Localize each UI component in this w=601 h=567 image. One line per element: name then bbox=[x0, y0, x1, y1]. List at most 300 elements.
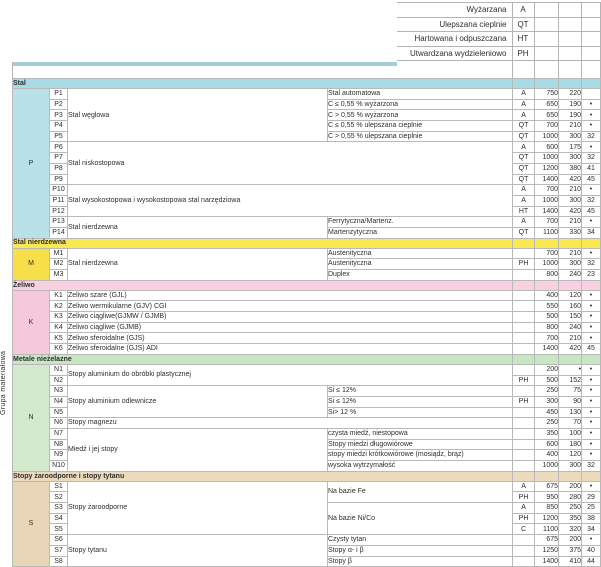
hardness-hrc-value: • bbox=[582, 450, 601, 461]
tensile-strength-value: 800 bbox=[535, 322, 559, 333]
material-code: P6 bbox=[50, 142, 68, 153]
section-band-cell bbox=[559, 79, 582, 89]
treatment-code bbox=[513, 535, 535, 546]
hardness-hrc-value: 38 bbox=[582, 513, 601, 524]
hardness-hb-value: 190 bbox=[559, 110, 582, 121]
tensile-strength-value: 1400 bbox=[535, 344, 559, 355]
tensile-strength-value: 1100 bbox=[535, 227, 559, 238]
hardness-hb-value: 120 bbox=[559, 290, 582, 301]
treatment-code: A bbox=[513, 503, 535, 514]
section-band-cell bbox=[513, 79, 535, 89]
section-band-label-K: Żeliwo bbox=[13, 280, 513, 290]
material-description: Żeliwo szare (GJL) bbox=[68, 290, 513, 301]
material-description: Stopy aluminium odlewnicze bbox=[68, 386, 328, 418]
hardness-hrc-value: • bbox=[582, 248, 601, 259]
legend-label: Ulepszana cieplnie bbox=[397, 17, 512, 32]
hardness-hb-value: 410 bbox=[559, 556, 582, 567]
table-top-strip bbox=[12, 62, 397, 66]
hardness-hb-value: 200 bbox=[559, 535, 582, 546]
hardness-hb-value: 180 bbox=[559, 439, 582, 450]
legend-code: A bbox=[512, 3, 534, 18]
legend-row bbox=[397, 3, 600, 18]
treatment-code: A bbox=[513, 89, 535, 100]
hardness-hb-value: 210 bbox=[559, 248, 582, 259]
material-code: P13 bbox=[50, 217, 68, 228]
treatment-code: QT bbox=[513, 131, 535, 142]
hardness-hb-value: 160 bbox=[559, 301, 582, 312]
material-subdescription: Stopy α- i β bbox=[328, 545, 513, 556]
hardness-hrc-value: 32 bbox=[582, 195, 601, 206]
legend-empty-cell bbox=[534, 17, 558, 32]
material-code: P12 bbox=[50, 206, 68, 217]
material-subdescription: Na bazie Fe bbox=[328, 481, 513, 502]
material-row-K5 bbox=[13, 333, 601, 344]
material-row-N6 bbox=[13, 418, 601, 429]
section-band-row-P bbox=[13, 79, 601, 89]
section-band-cell bbox=[535, 79, 559, 89]
material-subdescription: C ≤ 0,55 % wyżarzona bbox=[328, 99, 513, 110]
legend-code: QT bbox=[512, 17, 534, 32]
material-code: P9 bbox=[50, 174, 68, 185]
section-band-cell bbox=[582, 79, 601, 89]
treatment-code: QT bbox=[513, 121, 535, 132]
hardness-hrc-value: 40 bbox=[582, 545, 601, 556]
legend-empty-cell bbox=[558, 17, 581, 32]
tensile-strength-value: 700 bbox=[535, 248, 559, 259]
tensile-strength-value: 1400 bbox=[535, 206, 559, 217]
tensile-strength-value: 700 bbox=[535, 185, 559, 196]
hardness-hb-value: 350 bbox=[559, 513, 582, 524]
section-band-label-S: Stopy żaroodporne i stopy tytanu bbox=[13, 471, 513, 481]
legend-code: HT bbox=[512, 32, 534, 47]
legend-empty-cell bbox=[558, 3, 581, 18]
material-code: K6 bbox=[50, 344, 68, 355]
tensile-strength-value: 550 bbox=[535, 301, 559, 312]
treatment-code: QT bbox=[513, 227, 535, 238]
hardness-hb-value: 300 bbox=[559, 259, 582, 270]
treatment-code: A bbox=[513, 481, 535, 492]
hardness-hrc-value: • bbox=[582, 418, 601, 429]
heat-treatment-legend bbox=[397, 2, 601, 81]
hardness-hb-value: • bbox=[559, 364, 582, 375]
treatment-code bbox=[513, 556, 535, 567]
hardness-hrc-value: 45 bbox=[582, 206, 601, 217]
section-band-cell bbox=[559, 354, 582, 364]
legend-empty-cell bbox=[558, 46, 581, 61]
tensile-strength-value: 1100 bbox=[535, 524, 559, 535]
hardness-hb-value: 75 bbox=[559, 386, 582, 397]
legend-label: Wyżarzana bbox=[397, 3, 512, 18]
hardness-hb-value: 240 bbox=[559, 270, 582, 281]
treatment-code bbox=[513, 386, 535, 397]
hardness-hb-value: 90 bbox=[559, 396, 582, 407]
hardness-hb-value: 220 bbox=[559, 89, 582, 100]
hardness-hrc-value: • bbox=[582, 301, 601, 312]
table-left-border bbox=[12, 62, 13, 79]
material-description: Stal nierdzewna bbox=[68, 248, 328, 280]
material-code: N10 bbox=[50, 461, 68, 472]
hardness-hrc-value: • bbox=[582, 217, 601, 228]
tensile-strength-value: 250 bbox=[535, 386, 559, 397]
material-table-body bbox=[13, 79, 601, 567]
material-subdescription: Stopy β bbox=[328, 556, 513, 567]
material-code: P10 bbox=[50, 185, 68, 196]
hardness-hrc-value: • bbox=[582, 481, 601, 492]
hardness-hrc-value bbox=[582, 89, 601, 100]
hardness-hb-value: 200 bbox=[559, 481, 582, 492]
tensile-strength-value: 675 bbox=[535, 535, 559, 546]
legend-empty-cell bbox=[534, 46, 558, 61]
section-band-label-M: Stal nierdzewna bbox=[13, 238, 513, 248]
material-subdescription: Si ≤ 12% bbox=[328, 396, 513, 407]
treatment-code: PH bbox=[513, 375, 535, 386]
material-code: S3 bbox=[50, 503, 68, 514]
tensile-strength-value: 1000 bbox=[535, 153, 559, 164]
hardness-hb-value: 300 bbox=[559, 153, 582, 164]
hardness-hrc-value: • bbox=[582, 407, 601, 418]
material-code: P8 bbox=[50, 163, 68, 174]
treatment-code bbox=[513, 450, 535, 461]
hardness-hb-value: 100 bbox=[559, 428, 582, 439]
treatment-code bbox=[513, 461, 535, 472]
tensile-strength-value: 400 bbox=[535, 290, 559, 301]
material-subdescription: wysoka wytrzymałość bbox=[328, 461, 513, 472]
tensile-strength-value: 1400 bbox=[535, 174, 559, 185]
material-subdescription: czysta miedź, niestopowa bbox=[328, 428, 513, 439]
material-description: Żeliwo ciągliwe (GJMB) bbox=[68, 322, 513, 333]
material-description: Żeliwo sferoidalne (GJS) bbox=[68, 333, 513, 344]
material-subdescription: Austenityczna bbox=[328, 248, 513, 259]
treatment-code: A bbox=[513, 185, 535, 196]
legend-row bbox=[397, 17, 600, 32]
section-band-cell bbox=[513, 354, 535, 364]
treatment-code: PH bbox=[513, 396, 535, 407]
material-code: K3 bbox=[50, 312, 68, 323]
hardness-hb-value: 152 bbox=[559, 375, 582, 386]
hardness-hrc-value: 41 bbox=[582, 163, 601, 174]
treatment-code: A bbox=[513, 217, 535, 228]
section-band-cell bbox=[535, 471, 559, 481]
material-subdescription: Ferrytyczna/Martenz. bbox=[328, 217, 513, 228]
hardness-hb-value: 420 bbox=[559, 344, 582, 355]
material-subdescription: stopy miedzi krótkowiórowe (mosiądz, brąz) bbox=[328, 450, 513, 461]
legend-empty-cell bbox=[534, 32, 558, 47]
material-code: P11 bbox=[50, 195, 68, 206]
treatment-code: A bbox=[513, 195, 535, 206]
hardness-hb-value: 120 bbox=[559, 450, 582, 461]
material-description: Żeliwo sferoidalne (GJS) ADI bbox=[68, 344, 513, 355]
hardness-hb-value: 210 bbox=[559, 333, 582, 344]
section-band-cell bbox=[535, 280, 559, 290]
material-code: S7 bbox=[50, 545, 68, 556]
material-subdescription: Duplex bbox=[328, 270, 513, 281]
treatment-code: HT bbox=[513, 206, 535, 217]
material-code: K4 bbox=[50, 322, 68, 333]
tensile-strength-value: 350 bbox=[535, 428, 559, 439]
material-subdescription: Czysty tytan bbox=[328, 535, 513, 546]
hardness-hb-value: 240 bbox=[559, 322, 582, 333]
group-letter-K: K bbox=[13, 290, 50, 354]
section-band-cell bbox=[513, 471, 535, 481]
tensile-strength-value: 1000 bbox=[535, 461, 559, 472]
material-row-K6 bbox=[13, 344, 601, 355]
hardness-hrc-value: • bbox=[582, 121, 601, 132]
hardness-hrc-value: • bbox=[582, 396, 601, 407]
tensile-strength-value: 1400 bbox=[535, 556, 559, 567]
group-letter-P: P bbox=[13, 89, 50, 239]
material-row-M1 bbox=[13, 248, 601, 259]
material-code: P2 bbox=[50, 99, 68, 110]
tensile-strength-value: 650 bbox=[535, 99, 559, 110]
hardness-hb-value: 300 bbox=[559, 195, 582, 206]
hardness-hrc-value: • bbox=[582, 364, 601, 375]
tensile-strength-value: 675 bbox=[535, 481, 559, 492]
hardness-hrc-value: • bbox=[582, 142, 601, 153]
tensile-strength-value: 400 bbox=[535, 450, 559, 461]
hardness-hrc-value: 32 bbox=[582, 131, 601, 142]
hardness-hrc-value: • bbox=[582, 386, 601, 397]
legend-row bbox=[397, 32, 600, 47]
hardness-hb-value: 300 bbox=[559, 461, 582, 472]
material-code: S2 bbox=[50, 492, 68, 503]
material-row-S6 bbox=[13, 535, 601, 546]
material-row-K4 bbox=[13, 322, 601, 333]
legend-empty-cell bbox=[581, 17, 600, 32]
hardness-hrc-value: • bbox=[582, 375, 601, 386]
tensile-strength-value: 1200 bbox=[535, 163, 559, 174]
hardness-hb-value: 375 bbox=[559, 545, 582, 556]
material-code: P4 bbox=[50, 121, 68, 132]
material-row-K1 bbox=[13, 290, 601, 301]
tensile-strength-value: 250 bbox=[535, 418, 559, 429]
hardness-hb-value: 70 bbox=[559, 418, 582, 429]
hardness-hb-value: 150 bbox=[559, 312, 582, 323]
legend-empty-cell bbox=[558, 32, 581, 47]
hardness-hb-value: 320 bbox=[559, 524, 582, 535]
hardness-hb-value: 330 bbox=[559, 227, 582, 238]
material-description: Stal wysokostopowa i wysokostopowa stal narzędziowa bbox=[68, 185, 513, 217]
material-description: Stopy tytanu bbox=[68, 535, 328, 567]
hardness-hb-value: 300 bbox=[559, 131, 582, 142]
section-band-cell bbox=[535, 354, 559, 364]
section-band-cell bbox=[535, 238, 559, 248]
treatment-code bbox=[513, 418, 535, 429]
material-row-P13 bbox=[13, 217, 601, 228]
hardness-hrc-value: 23 bbox=[582, 270, 601, 281]
treatment-code bbox=[513, 270, 535, 281]
tensile-strength-value: 200 bbox=[535, 364, 559, 375]
tensile-strength-value: 1000 bbox=[535, 259, 559, 270]
treatment-code: QT bbox=[513, 163, 535, 174]
treatment-code bbox=[513, 439, 535, 450]
material-code: K2 bbox=[50, 301, 68, 312]
treatment-code bbox=[513, 322, 535, 333]
tensile-strength-value: 700 bbox=[535, 333, 559, 344]
material-subdescription: C > 0,55 % ulepszana cieplnie bbox=[328, 131, 513, 142]
material-description: Stal węglowa bbox=[68, 89, 328, 142]
material-row-N7 bbox=[13, 428, 601, 439]
material-code: S8 bbox=[50, 556, 68, 567]
tensile-strength-value: 750 bbox=[535, 89, 559, 100]
tensile-strength-value: 650 bbox=[535, 110, 559, 121]
section-band-cell bbox=[513, 280, 535, 290]
hardness-hrc-value: • bbox=[582, 439, 601, 450]
section-band-row-N bbox=[13, 354, 601, 364]
material-subdescription: Martenzytyczna bbox=[328, 227, 513, 238]
treatment-code bbox=[513, 301, 535, 312]
material-description: Miedź i jej stopy bbox=[68, 428, 328, 471]
material-code: P3 bbox=[50, 110, 68, 121]
tensile-strength-value: 600 bbox=[535, 142, 559, 153]
hardness-hrc-value: • bbox=[582, 110, 601, 121]
treatment-code bbox=[513, 364, 535, 375]
hardness-hrc-value: • bbox=[582, 312, 601, 323]
treatment-code bbox=[513, 248, 535, 259]
material-row-N3 bbox=[13, 386, 601, 397]
tensile-strength-value: 850 bbox=[535, 503, 559, 514]
material-subdescription: Stopy miedzi długowiórowe bbox=[328, 439, 513, 450]
hardness-hrc-value: 34 bbox=[582, 227, 601, 238]
treatment-code: A bbox=[513, 110, 535, 121]
hardness-hrc-value: 32 bbox=[582, 461, 601, 472]
hardness-hrc-value: 25 bbox=[582, 503, 601, 514]
material-code: K1 bbox=[50, 290, 68, 301]
hardness-hrc-value: • bbox=[582, 290, 601, 301]
material-code: N8 bbox=[50, 439, 68, 450]
tensile-strength-value: 1000 bbox=[535, 131, 559, 142]
material-code: S1 bbox=[50, 481, 68, 492]
material-code: M1 bbox=[50, 248, 68, 259]
hardness-hb-value: 210 bbox=[559, 185, 582, 196]
material-subdescription: C ≤ 0,55 % ulepszana cieplnie bbox=[328, 121, 513, 132]
treatment-code bbox=[513, 290, 535, 301]
material-row-P10 bbox=[13, 185, 601, 196]
material-row-K3 bbox=[13, 312, 601, 323]
tensile-strength-value: 950 bbox=[535, 492, 559, 503]
hardness-hrc-value: 34 bbox=[582, 524, 601, 535]
material-code: N2 bbox=[50, 375, 68, 386]
material-code: S5 bbox=[50, 524, 68, 535]
material-description: Stopy magnezu bbox=[68, 418, 513, 429]
tensile-strength-value: 600 bbox=[535, 439, 559, 450]
material-code: M2 bbox=[50, 259, 68, 270]
material-row-S1 bbox=[13, 481, 601, 492]
material-code: P14 bbox=[50, 227, 68, 238]
section-band-cell bbox=[513, 238, 535, 248]
material-subdescription: Si ≤ 12% bbox=[328, 386, 513, 397]
material-table bbox=[12, 78, 601, 567]
material-description: Stopy aluminium do obróbki plastycznej bbox=[68, 364, 513, 385]
tensile-strength-value: 1250 bbox=[535, 545, 559, 556]
treatment-code bbox=[513, 407, 535, 418]
legend-label: Utwardzana wydzieleniowo bbox=[397, 46, 512, 61]
material-code: P7 bbox=[50, 153, 68, 164]
treatment-code bbox=[513, 312, 535, 323]
treatment-code: A bbox=[513, 142, 535, 153]
hardness-hrc-value: 32 bbox=[582, 153, 601, 164]
treatment-code: C bbox=[513, 524, 535, 535]
section-band-cell bbox=[559, 238, 582, 248]
tensile-strength-value: 500 bbox=[535, 312, 559, 323]
tensile-strength-value: 1200 bbox=[535, 513, 559, 524]
hardness-hb-value: 250 bbox=[559, 503, 582, 514]
treatment-code bbox=[513, 333, 535, 344]
section-band-label-N: Metale nieżelazne bbox=[13, 354, 513, 364]
material-code: P1 bbox=[50, 89, 68, 100]
treatment-code: PH bbox=[513, 492, 535, 503]
hardness-hrc-value: 45 bbox=[582, 344, 601, 355]
hardness-hb-value: 210 bbox=[559, 121, 582, 132]
treatment-code bbox=[513, 344, 535, 355]
material-code: N3 bbox=[50, 386, 68, 397]
tensile-strength-value: 700 bbox=[535, 121, 559, 132]
hardness-hb-value: 175 bbox=[559, 142, 582, 153]
material-code: N7 bbox=[50, 428, 68, 439]
legend-row bbox=[397, 46, 600, 61]
treatment-code: A bbox=[513, 99, 535, 110]
material-description: Żeliwo ciągliwe(GJMW / GJMB) bbox=[68, 312, 513, 323]
material-row-P6 bbox=[13, 142, 601, 153]
material-description: Żeliwo wermikularne (GJV) CGI bbox=[68, 301, 513, 312]
hardness-hrc-value: • bbox=[582, 428, 601, 439]
material-subdescription: Austenityczna bbox=[328, 259, 513, 270]
material-code: S4 bbox=[50, 513, 68, 524]
section-band-row-K bbox=[13, 280, 601, 290]
tensile-strength-value: 500 bbox=[535, 375, 559, 386]
section-band-label-P: Stal bbox=[13, 79, 513, 89]
legend-empty-cell bbox=[581, 32, 600, 47]
hardness-hrc-value: 45 bbox=[582, 174, 601, 185]
group-letter-S: S bbox=[13, 481, 50, 567]
material-row-K2 bbox=[13, 301, 601, 312]
legend-empty-cell bbox=[534, 3, 558, 18]
treatment-code: QT bbox=[513, 153, 535, 164]
hardness-hb-value: 420 bbox=[559, 206, 582, 217]
tensile-strength-value: 800 bbox=[535, 270, 559, 281]
legend-code: PH bbox=[512, 46, 534, 61]
material-code: S6 bbox=[50, 535, 68, 546]
material-description: Stopy żaroodporne bbox=[68, 481, 328, 534]
tensile-strength-value: 300 bbox=[535, 396, 559, 407]
section-band-cell bbox=[559, 471, 582, 481]
treatment-code: QT bbox=[513, 174, 535, 185]
hardness-hrc-value: 32 bbox=[582, 259, 601, 270]
hardness-hb-value: 190 bbox=[559, 99, 582, 110]
material-code: K5 bbox=[50, 333, 68, 344]
tensile-strength-value: 700 bbox=[535, 217, 559, 228]
hardness-hrc-value: • bbox=[582, 322, 601, 333]
tensile-strength-value: 450 bbox=[535, 407, 559, 418]
hardness-hrc-value: 44 bbox=[582, 556, 601, 567]
hardness-hrc-value: • bbox=[582, 185, 601, 196]
treatment-code bbox=[513, 545, 535, 556]
section-band-row-S bbox=[13, 471, 601, 481]
material-description: Stal niskostopowa bbox=[68, 142, 513, 185]
material-code: N5 bbox=[50, 407, 68, 418]
section-band-cell bbox=[559, 280, 582, 290]
hardness-hrc-value: • bbox=[582, 333, 601, 344]
hardness-hb-value: 380 bbox=[559, 163, 582, 174]
treatment-code: PH bbox=[513, 259, 535, 270]
material-subdescription: Na bazie Ni/Co bbox=[328, 503, 513, 535]
section-band-cell bbox=[582, 354, 601, 364]
treatment-code: PH bbox=[513, 513, 535, 524]
material-description: Stal nierdzewna bbox=[68, 217, 328, 238]
material-subdescription: Stal automatowa bbox=[328, 89, 513, 100]
material-code: N1 bbox=[50, 364, 68, 375]
legend-empty-cell bbox=[581, 3, 600, 18]
material-row-P1 bbox=[13, 89, 601, 100]
